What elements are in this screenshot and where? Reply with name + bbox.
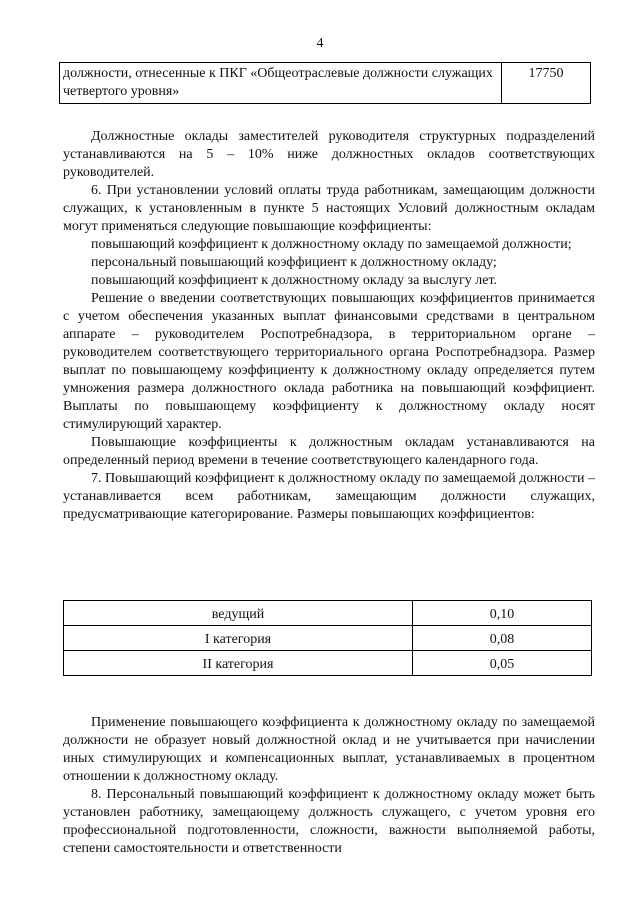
coefficient-value-cell: 0,05 <box>413 651 592 676</box>
paragraph-period: Повышающие коэффициенты к должностным окладам устанавливаются на определенный период времени в течение соответствующего календарного года. <box>63 435 595 468</box>
paragraph-application: Применение повышающего коэффициента к должностному окладу по замещаемой должности не образует новый должностной оклад и не учитывается при начислении иных стимулирующих и компенсационных выплат, устанавливаемых в процентном отношении к должностному окладу. <box>63 715 595 784</box>
page-number: 4 <box>316 36 324 51</box>
table-row <box>64 601 592 626</box>
position-group-cell: должности, отнесенные к ПКГ «Общеотраслевые должности служащих четвертого уровня» <box>60 63 502 104</box>
paragraph-item-7: 7. Повышающий коэффициент к должностному окладу по замещаемой должности – устанавливается всем работникам, замещающим должности служащих, предусматривающие категорирование. Размеры повышающих коэффициентов: <box>63 471 595 522</box>
paragraph-coef-seniority: повышающий коэффициент к должностному окладу за выслугу лет. <box>91 273 498 288</box>
salary-value-cell: 17750 <box>502 63 591 104</box>
paragraph-coef-position: повышающий коэффициент к должностному окладу по замещаемой должности; <box>91 237 572 252</box>
category-name-cell: I категория <box>64 626 413 651</box>
category-name-cell: ведущий <box>64 601 413 626</box>
table-row <box>60 63 591 104</box>
coefficient-value-cell: 0,08 <box>413 626 592 651</box>
paragraph-coef-personal: персональный повышающий коэффициент к должностному окладу; <box>91 255 497 270</box>
body-text-lower <box>63 714 595 858</box>
paragraph-deputies: Должностные оклады заместителей руководителя структурных подразделений устанавливаются на 5 – 10% ниже должностных окладов соответствующих руководителей. <box>63 129 595 180</box>
coefficient-table <box>63 600 592 676</box>
coefficient-value-cell: 0,10 <box>413 601 592 626</box>
table-row <box>64 626 592 651</box>
paragraph-item-8: 8. Персональный повышающий коэффициент к должностному окладу может быть установлен работнику, замещающему должность служащего, с учетом уровня его профессиональной подготовленности, сложности, важности выполняемой работы, степени самостоятельности и ответственности <box>63 787 595 856</box>
category-name-cell: II категория <box>64 651 413 676</box>
body-text-upper <box>63 128 595 524</box>
table-row <box>64 651 592 676</box>
paragraph-decision: Решение о введении соответствующих повышающих коэффициентов принимается с учетом обеспечения указанных выплат финансовыми средствами в центральном аппарате – руководителем Роспотребнадзора, в территориальном органе – руководителем соответствующего территориального органа Роспотребнадзора. Размер выплат по повышающему коэффициенту к должностному окладу определяется путем умножения размера должностного оклада работника на повышающий коэффициент. Выплаты по повышающему коэффициенту к должностному окладу носят стимулирующий характер. <box>63 291 595 432</box>
salary-table-fragment <box>59 62 591 104</box>
paragraph-item-6: 6. При установлении условий оплаты труда работникам, замещающим должности служащих, к установленным в пункте 5 настоящих Условий должностным окладам могут применяться следующие повышающие коэффициенты: <box>63 183 595 234</box>
